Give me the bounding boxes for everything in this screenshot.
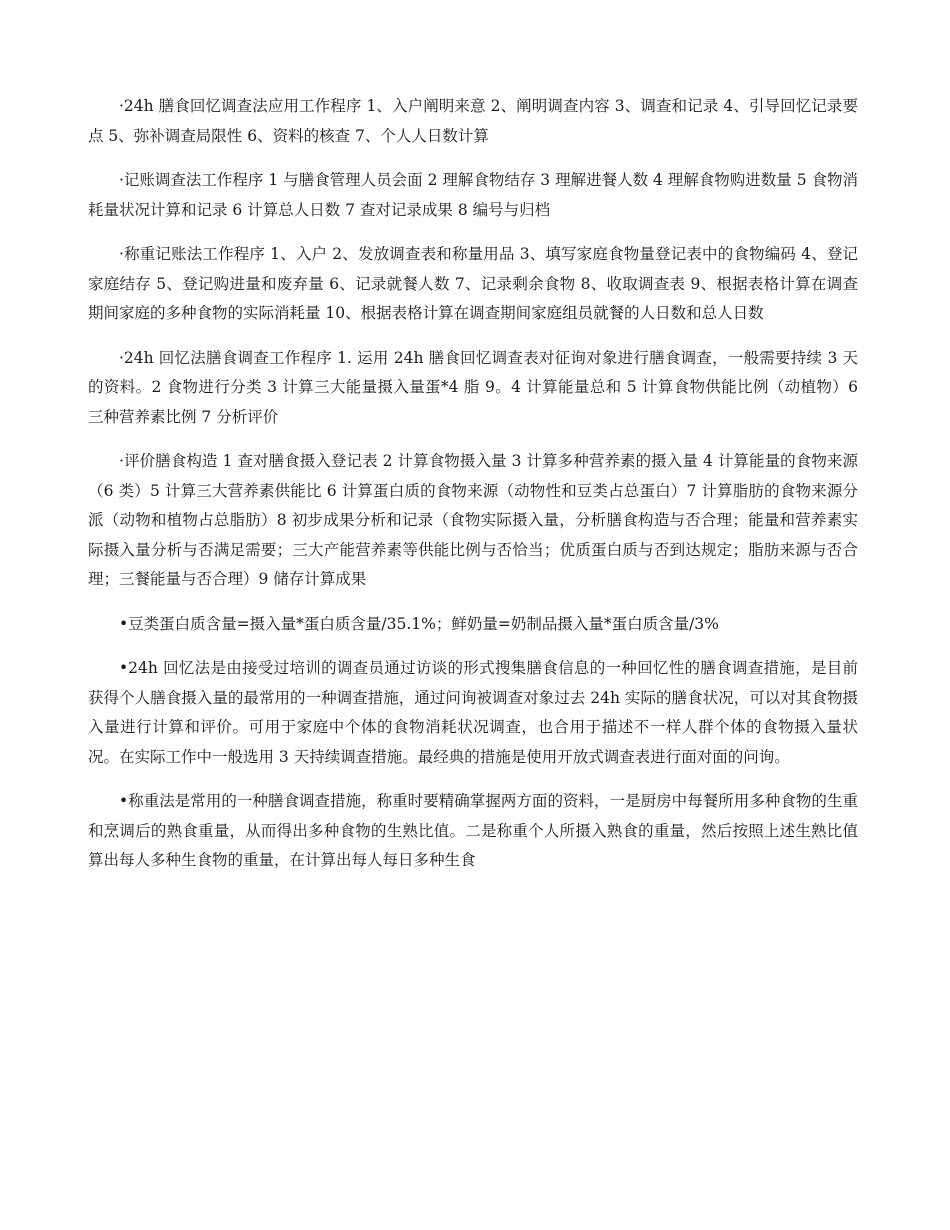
paragraph-24h-survey-procedure: ·24h 回忆法膳食调查工作程序 1. 运用 24h 膳食回忆调查表对征询对象进行膳食调查，一般需要持续 3 天的资料。2 食物进行分类 3 计算三大能量摄入量蛋*4 脂 9。4 计算能量总和 5 计算食物供能比例（动植物）6 三种营养素比例 7 分析评价 [88, 348, 858, 426]
paragraph-protein-formula: •豆类蛋白质含量=摄入量*蛋白质含量/35.1%；鲜奶量=奶制品摄入量*蛋白质含量/3% [119, 614, 719, 633]
paragraph-24h-recall-procedure: ·24h 膳食回忆调查法应用工作程序 1、入户阐明来意 2、阐明调查内容 3、调查和记录 4、引导回忆记录要点 5、弥补调查局限性 6、资料的核查 7、个人人日数计算 [88, 97, 858, 145]
paragraph-weighing-record-procedure: ·称重记账法工作程序 1、入户 2、发放调查表和称量用品 3、填写家庭食物量登记表中的食物编码 4、登记家庭结存 5、登记购进量和废弃量 6、记录就餐人数 7、记录剩余食物 8、收取调查表 9、根据表格计算在调查期间家庭的多种食物的实际消耗量 10、根据表格计算在调查期间家庭组员就餐的人日数和总人日数 [88, 245, 858, 322]
paragraph-24h-recall-definition: •24h 回忆法是由接受过培训的调查员通过访谈的形式搜集膳食信息的一种回忆性的膳食调查措施，是目前获得个人膳食摄入量的最常用的一种调查措施，通过问询被调查对象过去 24h 实际的膳食状况，可以对其食物摄入量进行计算和评价。可用于家庭中个体的食物消耗状况调查，也合用于描述不一样人群个体的食物摄入量状况。在实际工作中一般选用 3 天持续调查措施。最经典的措施是使用开放式调查表进行面对面的问询。 [88, 659, 858, 766]
paragraph-weighing-method-definition: •称重法是常用的一种膳食调查措施，称重时要精确掌握两方面的资料，一是厨房中每餐所用多种食物的生重和烹调后的熟食重量，从而得出多种食物的生熟比值。二是称重个人所摄入熟食的重量，然后按照上述生熟比值算出每人多种生食物的重量，在计算出每人每日多种生食 [88, 792, 858, 869]
paragraph-diet-structure-evaluation: ·评价膳食构造 1 查对膳食摄入登记表 2 计算食物摄入量 3 计算多种营养素的摄入量 4 计算能量的食物来源（6 类）5 计算三大营养素供能比 6 计算蛋白质的食物来源（动物性和豆类占总蛋白）7 计算脂肪的食物来源分派（动物和植物占总脂肪）8 初步成果分析和记录（食物实际摄入量，分析膳食构造与否合理；能量和营养素实际摄入量分析与否满足需要；三大产能营养素等供能比例与否恰当；优质蛋白质与否到达规定；脂肪来源与否合理；三餐能量与否合理）9 储存计算成果 [88, 452, 858, 588]
paragraph-record-keeping-procedure: ·记账调查法工作程序 1 与膳食管理人员会面 2 理解食物结存 3 理解进餐人数 4 理解食物购进数量 5 食物消耗量状况计算和记录 6 计算总人日数 7 查对记录成果 8 编号与归档 [88, 171, 859, 219]
document-body [88, 92, 858, 891]
